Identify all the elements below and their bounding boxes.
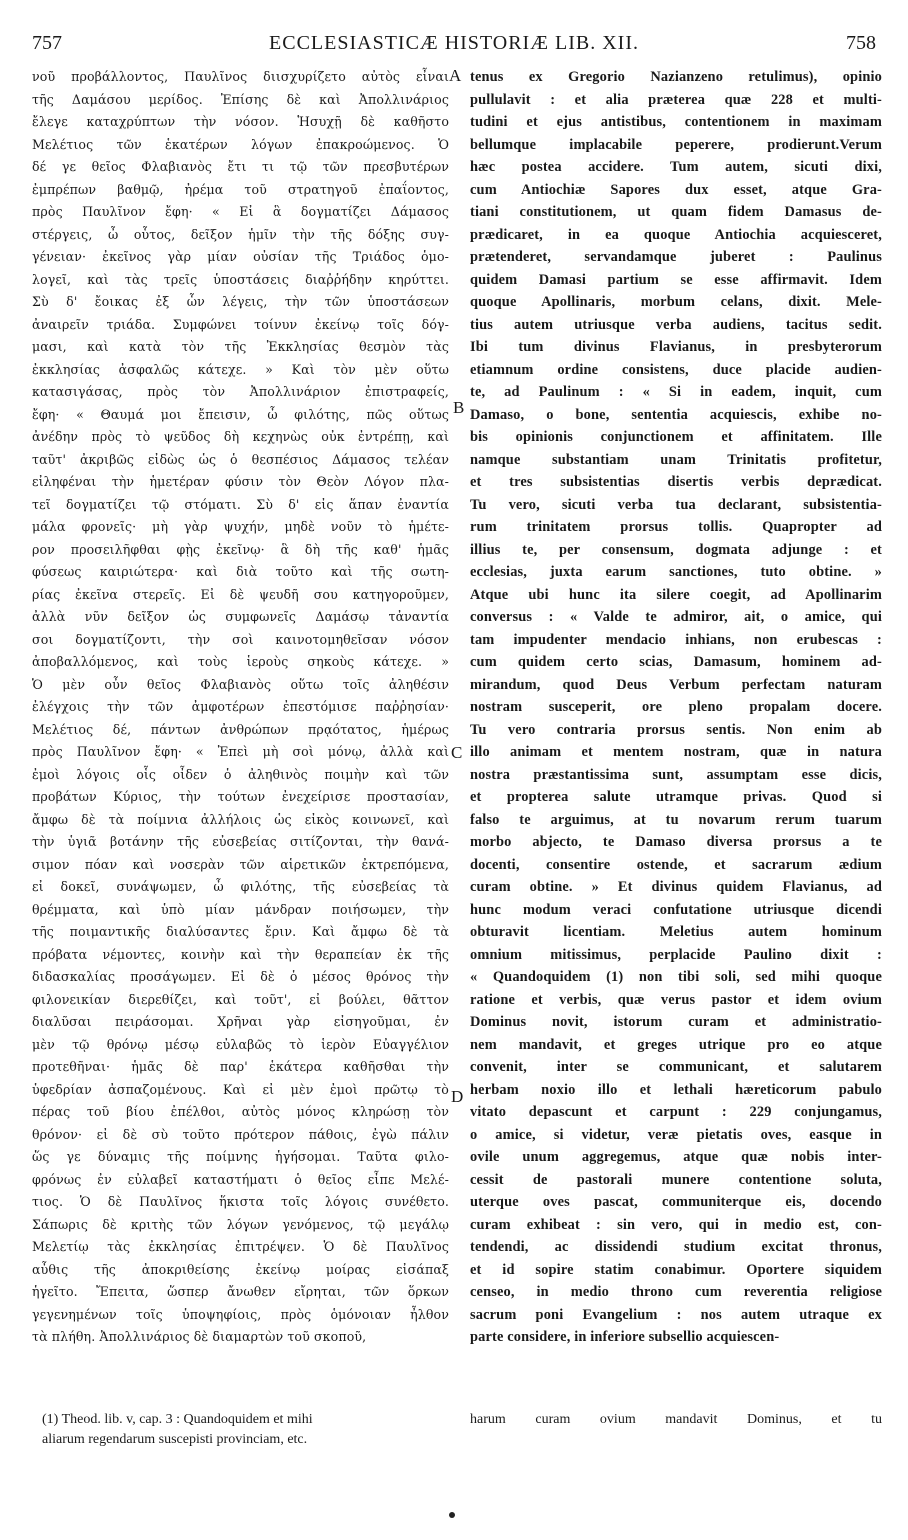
margin-marker-d: D	[451, 1087, 464, 1106]
greek-text-line: ἐμοὶ λόγοις οἷς οἶδεν ὁ ἀληθινὸς ποιμὴν καὶ τῶν	[32, 766, 449, 782]
greek-text-line: ἔφη· « Θαυμά μοι ἔπεισιν, ὦ φιλότης, πῶς οὕτως	[32, 406, 449, 422]
latin-text-line: bis opinionis conjunctionem et affinitatem. Ille	[470, 429, 882, 445]
greek-text-line: ἐμπρέπων βαθμῷ, ἠρέμα τοῦ στρατηγοῦ ἐπαΐοντος,	[32, 181, 449, 197]
greek-text-line: λογεῖ, καὶ τὰς τρεῖς ὑποστάσεις διαῤῥήδην κηρύττει.	[32, 271, 449, 287]
greek-text-line: ρον προσειλῆφθαι φῂς ἐκεῖνῳ· ἃ δὴ τῆς καθ' ἡμᾶς	[32, 541, 449, 557]
latin-text-line: sacrum poni Evangelium : nos autem utraque ex	[470, 1306, 882, 1323]
greek-text-line: μὲν τῷ θρόνῳ μέσῳ εὐλαβῶς τὸ ἱερὸν Εὐαγγέλιον	[32, 1036, 449, 1052]
latin-text-line: Atque ubi hunc ita silere coegit, ad Apollinarim	[470, 586, 882, 603]
latin-text-line: nem mandavit, et greges utrique pro eo atque	[470, 1036, 882, 1053]
greek-text-line: σιμον πόαν καὶ νοσερὰν τῶν αἱρετικῶν ἐκτρεπόμενα,	[32, 856, 449, 872]
latin-continuation-line: harum curam ovium mandavit Dominus, et tu	[470, 1412, 882, 1427]
greek-text-line: τῆς Δαμάσου μερίδος. Ἐπίσης δὲ καὶ Ἀπολλινάριος	[32, 91, 449, 107]
greek-text-line: προτεθῆναι· ἡμᾶς δὲ παρ' ἑκάτερα καθῆσθαι τὴν	[32, 1059, 449, 1074]
latin-text-line: docenti, consentire ostende, et sacrarum ædium	[470, 856, 882, 873]
latin-text-line: nostram susceperit, ore pleno propalam docere.	[470, 699, 882, 715]
greek-text-line: αὖθις τῆς ἀποκριθείσης ἐκείνῳ μοίρας εἰσάπαξ	[32, 1261, 449, 1277]
latin-text-line: obturavit licentiam. Meletius autem hominum	[470, 924, 882, 940]
latin-text-line: tudini et ejus antistibus, contentionem in maximam	[470, 114, 882, 130]
latin-text-line: et tres subsistentias disertis verbis deprædicat.	[470, 474, 882, 490]
greek-text-line: Σὺ δ' ἔοικας ἐξ ὧν λέγεις, τὴν τῶν ὑποστάσεων	[32, 294, 449, 309]
latin-text-line: quidem Damasi partium se esse affirmavit. Idem	[470, 271, 882, 288]
latin-text-line: quoque Apollinaris, morbum celans, dixit. Mele-	[470, 294, 882, 310]
latin-text-line: tendendi, ac dissidendi studium excitat thronus,	[470, 1239, 882, 1255]
page-header	[32, 26, 876, 62]
latin-text-line: cum quidem certo scias, Damasum, hominem ad-	[470, 654, 882, 670]
latin-text-line: parte considere, in inferiore subsellio acquiescen-	[470, 1329, 780, 1345]
latin-text-line: te, ad Paulinum : « Si in eadem, inquit, cum	[470, 384, 882, 400]
greek-text-line: στέργεις, ὦ οὗτος, δεῖξον ἡμῖν τὴν τῆς δόξης συγ-	[32, 226, 449, 242]
greek-text-line: Μελετίῳ τὰς ἐκκλησίας ἐπιτρέψεν. Ὁ δὲ Παυλῖνος	[32, 1239, 449, 1254]
greek-text-line: ὥς γε δύναμις τῆς ποίμνης ἡγήσομαι. Ταῦτα φιλο-	[32, 1149, 449, 1164]
latin-text-line: cessit de pastorali munere contentione soluta,	[470, 1171, 882, 1188]
margin-marker-a: A	[449, 66, 462, 85]
greek-text-line: πέρας τοῦ βίου ἐπέλθοι, αὐτὸς μόνος κληρώσῃ τὸν	[32, 1104, 449, 1119]
latin-text-line: convenit, inter se communicant, et salutarem	[470, 1059, 882, 1075]
latin-text-line: rum trinitatem prorsus tollis. Quapropter ad	[470, 519, 882, 535]
latin-text-line: etiamnum ordine consistens, duce placide audien-	[470, 361, 882, 378]
greek-text-line: νοῦ προβάλλοντος, Παυλῖνος διισχυρίζετο αὐτὸς εἶναι	[32, 69, 449, 84]
greek-text-line: Ὁ μὲν οὖν θεῖος Φλαβιανὸς οὕτω τοῖς ἀληθέσιν	[32, 676, 449, 692]
latin-text-line: curam exhibeat : sin vero, qui in medio est, con-	[470, 1216, 882, 1233]
greek-text-line: ρίας ἐκεῖνα στερεῖς. Εἰ δὲ ψευδῆ σου κατηγοροῦμεν,	[32, 586, 449, 602]
latin-text-line: ovile unum aggregemus, atque quæ nobis inter-	[470, 1149, 882, 1165]
latin-text-column	[470, 66, 882, 1349]
greek-text-line: ὑφεδρίαν ἀσπαζομένους. Καὶ εἰ μὲν ἐμοὶ πρῶτῳ τὸ	[32, 1081, 449, 1097]
latin-text-line: bellumque implacabile peperere, prodierunt.Verum	[470, 136, 882, 153]
greek-text-line: γεγενημένων τοῖς ὑποψηφίοις, πρὸς ὁμόνοιαν ἦλθον	[32, 1306, 449, 1322]
greek-text-line: εἰ δοκεῖ, συνάψωμεν, ὦ φιλότης, τῆς εὐσεβείας τὰ	[32, 879, 449, 894]
latin-text-line: Tu vero, sicuti verba tua declarant, subsistentia-	[470, 496, 882, 513]
latin-text-line: prædicaret, in ea quoque Antiochia acquiesceret,	[470, 226, 882, 243]
latin-text-line: ecclesias, juxta earum sanctiones, tuto obtine. »	[470, 564, 882, 580]
greek-text-line: φιλονεικίαν διερεθίζει, καὶ τοῦτ', εἰ βούλει, θᾶττον	[32, 991, 449, 1007]
latin-text-line: vitato depascunt et carpunt : 229 conjungamus,	[470, 1104, 882, 1120]
margin-marker-c: C	[451, 743, 463, 762]
latin-text-line: omnium mitissimus, perplacide Paulino dixit :	[470, 946, 882, 963]
greek-text-line: πρὸς Παυλῖνον ἔφη· « Ἐπεὶ μὴ σοὶ μόνῳ, ἀλλὰ καὶ	[32, 744, 449, 759]
page-number-left: 757	[32, 32, 62, 54]
latin-text-line: illo animam et mentem nostram, quæ in natura	[470, 744, 882, 760]
greek-text-line: πρόβατα νέμοντες, κοινὴν καὶ τὴν θεραπείαν ἐκ τῆς	[32, 946, 449, 962]
greek-text-line: φρόνως ἐν εὐλαβεῖ καταστήματι ὁ θεῖος εἶπε Μελέ-	[32, 1171, 449, 1187]
latin-text-line: hæc postea accidere. Tum autem, sicuti dixi,	[470, 159, 882, 175]
greek-text-line: Μελέτιος δέ, πάντων ἀνθρώπων πρᾳότατος, ἡμέρως	[32, 721, 449, 737]
greek-text-line: πρὸς Παυλῖνον ἔφη· « Εἰ ἃ δογματίζει Δάμασος	[32, 204, 449, 219]
latin-text-line: o amice, si videtur, veræ pietatis oves, easque in	[470, 1126, 882, 1143]
greek-text-line: γένειαν· ἐκεῖνος γὰρ μίαν οὐσίαν τῆς Τριάδος ὁμο-	[32, 249, 449, 264]
greek-text-line: Σάπωρις δὲ κριτὴς τῶν λόγων γενόμενος, τῷ μεγάλῳ	[32, 1216, 449, 1232]
latin-text-line: herbam noxio illo et lethali hæreticorum pabulo	[470, 1081, 882, 1098]
greek-text-column	[32, 66, 449, 1349]
greek-text-line: ἐκκλησίας ἀσφαλῶς κάτεχε. » Καὶ τὸν μὲν οὕτω	[32, 361, 449, 377]
greek-text-line: τεῖ δογματίζει τῷ στόματι. Σὺ δ' εἰς ἅπαν ἐναντία	[32, 496, 449, 512]
latin-text-line: morbo abjecto, te Damaso diversa prorsus a te	[470, 834, 882, 850]
latin-text-line: prætenderet, servandamque juberet : Paulinus	[470, 249, 882, 265]
latin-text-line: Ibi tum divinus Flavianus, in presbyterorum	[470, 339, 882, 355]
greek-text-line: ταῦτ' ἀκριβῶς εἰδὼς ὡς ὁ θεσπέσιος Δάμασος τελέαν	[32, 451, 449, 467]
greek-text-line: ἀναιρεῖν τριάδα. Συμφώνει τοίνυν ἐκείνῳ τοῖς δόγ-	[32, 316, 449, 332]
page-number-right: 758	[846, 32, 876, 54]
greek-text-line: ἡγεῖτο. Ἔπειτα, ὥσπερ ἄνωθεν εἴρηται, τῶν ὅρκων	[32, 1284, 449, 1299]
latin-text-line: Tu vero contraria prorsus sentis. Non enim ab	[470, 721, 882, 738]
latin-text-line: Dominus novit, istorum curam et administratio-	[470, 1014, 882, 1030]
latin-text-line: cum Antiochiæ Sapores dux esset, atque Gra-	[470, 181, 882, 198]
greek-text-line: ἀποβαλλόμενος, καὶ τοὺς ἱεροὺς σηκοὺς κάτεχε. »	[32, 654, 449, 669]
greek-text-line: εἰληφέναι τὴν ἡμετέραν φύσιν τὸν Θεὸν Λόγον πλα-	[32, 474, 449, 489]
greek-text-line: ἀλλὰ νῦν δεῖξον ὡς συμφωνεῖς Δαμάσῳ τἀναντία	[32, 609, 449, 624]
greek-text-line: διδασκαλίας προσάγωμεν. Εἰ δὲ ὁ μέσος θρόνος τὴν	[32, 969, 449, 984]
greek-text-line: μάλα φρονεῖς· μὴ γὰρ ψυχήν, μηδὲ νοῦν τὸ ἡμέτε-	[32, 519, 449, 534]
greek-text-line: δέ γε θεῖος Φλαβιανὸς ἔτι τι τῷ τῶν πρεσβυτέρων	[32, 159, 449, 174]
latin-text-line: falso te arguimus, at tu novarum rerum tuarum	[470, 811, 882, 828]
greek-text-line: φύσεως καιριώτερα· καὶ διὰ τοῦτο καὶ τῆς σωτη-	[32, 564, 449, 579]
latin-text-line: namque substantiam unam Trinitatis profitetur,	[470, 451, 882, 468]
greek-text-line: τῆς ποιμαντικῆς διαλύσαντες ἔριν. Καὶ ἄμφω δὲ τὰ	[32, 924, 449, 939]
latin-text-line: ratione et verbis, quæ verus pastor et idem ovium	[470, 991, 882, 1008]
latin-text-line: conversus : « Valde te admiror, ait, o amice, qui	[470, 609, 882, 625]
greek-text-line: ἄμφω δὲ τὰ ποίμνια ἀλλήλοις ὡς εἰκὸς κοινωνεῖ, καὶ	[32, 811, 449, 827]
greek-text-line: ἔλεγε καταχρύπτων τὴν νόσον. Ἡσυχῇ δὲ καθῆστο	[32, 114, 449, 129]
latin-text-line: hunc modum veraci confutatione utriusque dicendi	[470, 901, 882, 918]
running-title: ECCLESIASTICÆ HISTORIÆ LIB. XII.	[269, 32, 639, 54]
latin-text-line: illius te, per consensum, dogmata adjunge : et	[470, 541, 882, 558]
latin-text-line: nostra præstantissima sunt, assumptam esse dicis,	[470, 766, 882, 783]
latin-text-line: tius autem utriusque verba audiens, tacitus sedit.	[470, 316, 882, 333]
greek-text-line: θρόνον· εἰ δὲ σὺ τοῦτο πρότερον πάθοις, ἐγὼ πάλιν	[32, 1126, 449, 1142]
latin-text-line: uterque oves pascat, communiterque eis, docendo	[470, 1194, 882, 1210]
latin-text-line: curam obtine. » Et divinus quidem Flavianus, ad	[470, 879, 882, 895]
greek-text-line: σοι δογματίζοντι, τὴν σοὶ καινοτομηθεῖσαν νόσον	[32, 631, 449, 647]
footnote	[42, 1410, 472, 1450]
latin-text-line: et propterea salute utramque privas. Quod si	[470, 789, 882, 805]
latin-text-line: Damaso, o bone, sententia acquiescis, exhibe no-	[470, 406, 882, 423]
latin-text-line: censeo, in medio throno cum reverentia religiose	[470, 1284, 882, 1300]
greek-text-line: τὴν ὑγιᾶ βοτάνην τῆς εὐσεβείας σιτίζονται, τὴν θανά-	[32, 834, 449, 849]
margin-marker-b: B	[453, 398, 465, 417]
greek-text-line: θρέμματα, καὶ ὑπὸ μίαν μάνδραν ποιήσωμεν, τὴν	[32, 901, 449, 917]
greek-text-line: τὰ πλήθη. Ἀπολλινάριος δὲ διαμαρτὼν τοῦ σκοποῦ,	[32, 1329, 367, 1344]
page-end-dot	[449, 1512, 455, 1518]
latin-text-line: « Quandoquidem (1) non tibi soli, sed mihi quoque	[470, 969, 882, 985]
latin-text-line: tiani constitutionem, ut quam fidem Damasus de-	[470, 204, 882, 220]
greek-text-line: τιος. Ὁ δὲ Παυλῖνος ἥκιστα τοῖς λόγοις συνέθετο.	[32, 1194, 449, 1209]
greek-text-line: ἀνέδην πρὸς τὸ ψεῦδος δὴ κεχηνὼς οὐκ ἐντρέπῃ, καὶ	[32, 429, 449, 444]
greek-text-line: κατασιγάσας, πρὸς τὸν Ἀπολλινάριον ἐπιστραφείς,	[32, 384, 449, 399]
greek-text-line: Μελέτιος τῶν ἑκατέρων λόγων ἐπακροώμενος. Ὁ	[32, 136, 449, 152]
latin-text-line: mirandum, quod Deus Verbum perfectam naturam	[470, 676, 882, 693]
latin-text-line: tenus ex Gregorio Nazianzeno retulimus), opinio	[470, 69, 882, 85]
greek-text-line: ἐλέγχοις τὴν τῶν ἀμφοτέρων ἐπεστόμισε παῤῥησίαν·	[32, 699, 449, 714]
greek-text-line: προβάτων Κύριος, τὴν τούτων ἐνεχείρισε προστασίαν,	[32, 789, 449, 804]
latin-text-line: pullulavit : et alia præterea quæ 228 et multi-	[470, 91, 882, 108]
latin-text-line: tam impudenter mendacio inhians, non erubescas :	[470, 631, 882, 648]
footnote-line: aliarum regendarum suscepisti provinciam, etc.	[42, 1432, 308, 1447]
latin-text-line: et id sopire statim conabimur. Oportere siquidem	[470, 1261, 882, 1278]
greek-text-line: διαλῦσαι πειράσομαι. Χρῆναι γὰρ εἰσηγοῦμαι, ἐν	[32, 1014, 449, 1029]
footnote-line: (1) Theod. lib. v, cap. 3 : Quandoquidem et mihi	[42, 1412, 313, 1427]
greek-text-line: μασι, καὶ κατὰ τὸν τῆς Ἐκκλησίας θεσμὸν τὰς	[32, 339, 449, 354]
